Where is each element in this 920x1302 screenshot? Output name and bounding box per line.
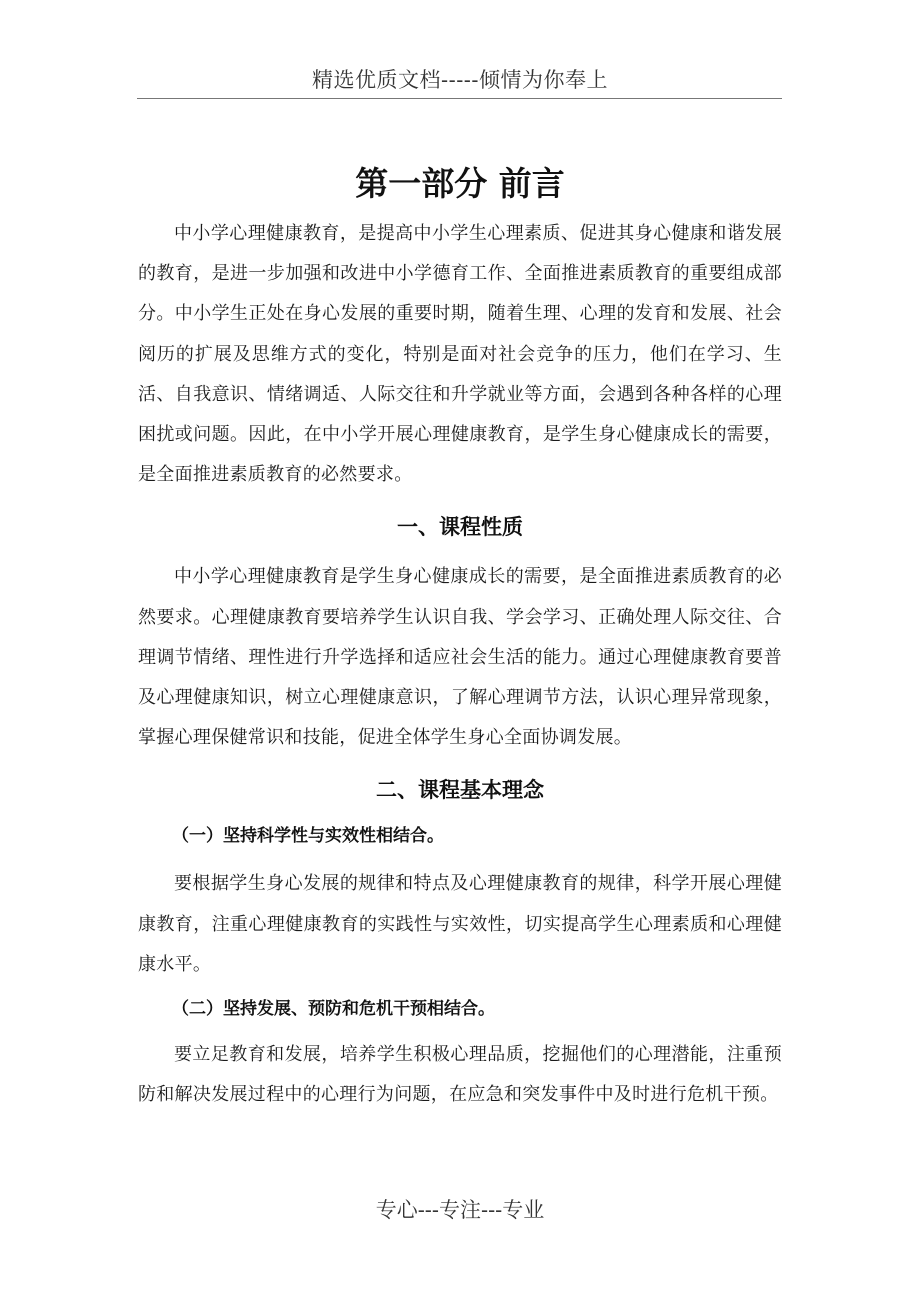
section-heading-course-nature: 一、课程性质: [397, 515, 523, 540]
intro-paragraph: 中小学心理健康教育，是提高中小学生心理素质、促进其身心健康和谐发展的教育，是进一步加强和改进中小学德育工作、全面推进素质教育的重要组成部分。中小学生正处在身心发展的重要时期，随着生理、心理的发育和发展、社会阅历的扩展及思维方式的变化，特别是面对社会竞争的压力，他们在学习、生活、自我意识、情绪调适、人际交往和升学就业等方面，会遇到各种各样的心理困扰或问题。因此，在中小学开展心理健康教育，是学生身心健康成长的需要，是全面推进素质教育的必然要求。: [138, 223, 782, 486]
subsection-paragraph-1: 要根据学生身心发展的规律和特点及心理健康教育的规律，科学开展心理健康教育，注重心理健康教育的实践性与实效性，切实提高学生心理素质和心理健康水平。: [138, 873, 782, 975]
subsection-heading-1: （一）坚持科学性与实效性相结合。: [172, 826, 444, 847]
subsection-heading-2: （二）坚持发展、预防和危机干预相结合。: [172, 999, 495, 1020]
subsection-paragraph-2: 要立足教育和发展，培养学生积极心理品质，挖掘他们的心理潜能，注重预防和解决发展过程中的心理行为问题，在应急和突发事件中及时进行危机干预。: [138, 1044, 782, 1106]
page-footer: 专心---专注---专业: [375, 1198, 545, 1222]
section-heading-basic-concepts: 二、课程基本理念: [376, 778, 544, 803]
document-body: [138, 156, 782, 1115]
page-title: 第一部分 前言: [355, 164, 565, 203]
course-nature-paragraph: 中小学心理健康教育是学生身心健康成长的需要，是全面推进素质教育的必然要求。心理健康教育要培养学生认识自我、学会学习、正确处理人际交往、合理调节情绪、理性进行升学选择和适应社会生活的能力。通过心理健康教育要普及心理健康知识，树立心理健康意识，了解心理调节方法，认识心理异常现象，掌握心理保健常识和技能，促进全体学生身心全面协调发展。: [138, 566, 782, 749]
page-header: 精选优质文档-----倾情为你奉上: [312, 68, 608, 92]
header-rule: [137, 98, 782, 99]
